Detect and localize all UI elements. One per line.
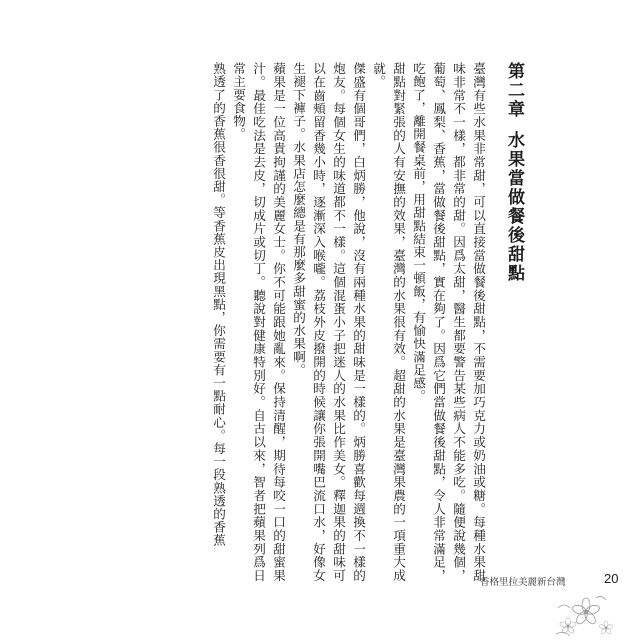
chapter-label: 第二章 <box>504 62 524 119</box>
chapter-title <box>505 62 522 283</box>
body-text <box>168 62 488 582</box>
paragraph: 熟透了的香蕉很香很甜。等香蕉皮出現黑點，你需要有一點耐心。每一段熟透的香蕉 <box>211 62 226 547</box>
paragraph: 甜點對緊張的人有安撫的效果，臺灣的水果很有效。超甜的水果是臺灣果農的一項重大成就。 <box>371 62 406 582</box>
paragraph: 臺灣有些水果非常甜，可以直接當做餐後甜點，不需要加巧克力或奶油或糖。每種水果甜味非常不一樣，都非常的甜。因爲太甜，醫生都要警告某些病人不能多吃。隨便說幾個，葡萄、鳳梨、香蕉，當做餐後甜點，實在夠了。因爲它們當做餐後甜點，令人非常滿足，吃飽了，離開餐桌前，用甜點結束一頓飯，有愉快滿足感。 <box>411 62 486 582</box>
paragraph: 蘋果是一位高貴拘謹的美麗女士。你不可能跟她亂來。保持清醒，期待每咬一口的甜蜜果汁。最佳吃法是去皮，切成片或切丁。聽說對健康特別好。自古以來，智者把蘋果列爲日常主要食物。 <box>231 62 286 582</box>
flower-icon <box>548 590 618 640</box>
page-number: 20 <box>604 571 619 586</box>
paragraph: 傑盛有個哥們，白炳勝，他說，沒有兩種水果的甜味是一樣的。炳勝喜歡每週換不一樣的炮友。每個女生的味道都不一樣。這個混蛋小子把迷人的水果比作美女。釋迦果的甜味可以在齒頰留香幾小時，逐漸深入喉嚨。荔枝外皮撥開的時候讓你張開嘴巴流口水，好像女生褪下褲子。水果店怎麼總是有那麼多甜蜜的水果啊。 <box>291 62 366 582</box>
running-footer-title: 香格里拉美麗新台灣 <box>480 577 566 588</box>
chapter-heading: 水果當做餐後甜點 <box>504 131 524 283</box>
